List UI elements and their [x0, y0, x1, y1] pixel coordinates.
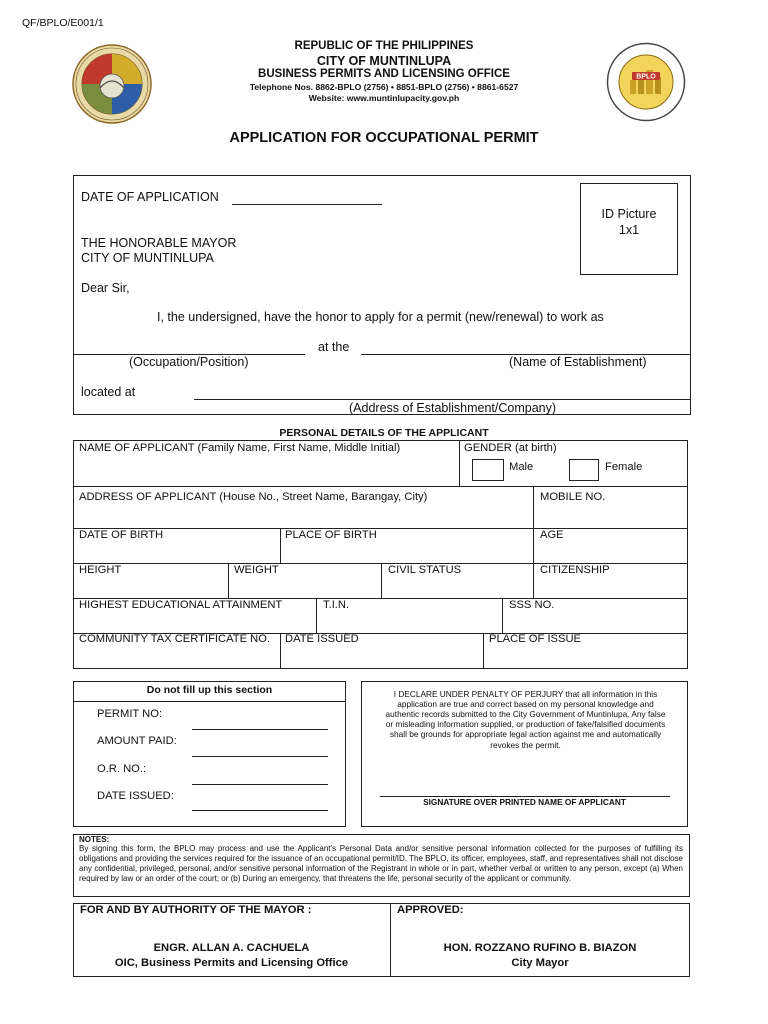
address-caption: (Address of Establishment/Company)	[349, 401, 557, 415]
place-of-birth-label: PLACE OF BIRTH	[285, 529, 377, 541]
occupation-caption: (Occupation/Position)	[129, 355, 249, 369]
date-issued-field[interactable]	[192, 810, 328, 811]
office-use-section	[73, 681, 346, 827]
amount-paid-field[interactable]	[192, 756, 328, 757]
notes-text: By signing this form, the BPLO may process and use the Applicant's Personal Data and/or sensitive personal information collected for the purposes of fulfilling its obligations and providing the services required for the issuance of an occupational permit/ID. The BPLO, its officer, employees, staff, and representatives shall not disclose any confidential, privileged, personal, and/or sensitive personal information of the Registrant in whole or in part, whether verbal or written to any person, except (a) When required by law or an order of the court; or (b) During an emergency, that threatens the life, personal security of the applicant or community.	[79, 844, 683, 884]
id-picture-size: 1x1	[618, 223, 640, 237]
authority-label: FOR AND BY AUTHORITY OF THE MAYOR :	[80, 904, 312, 916]
salutation: Dear Sir,	[81, 281, 130, 295]
permit-no-label: PERMIT NO:	[97, 708, 163, 720]
or-no-field[interactable]	[192, 784, 328, 785]
form-title: APPLICATION FOR OCCUPATIONAL PERMIT	[229, 130, 539, 146]
mayor-name: HON. ROZZANO RUFINO B. BIAZON	[443, 942, 637, 954]
education-label: HIGHEST EDUCATIONAL ATTAINMENT	[79, 599, 283, 611]
header-city: CITY OF MUNTINLUPA	[316, 54, 452, 68]
signature-caption: SIGNATURE OVER PRINTED NAME OF APPLICANT	[423, 797, 626, 807]
mayor-title: City Mayor	[511, 957, 569, 969]
addressee-mayor: THE HONORABLE MAYOR	[81, 236, 237, 250]
date-of-application-label: DATE OF APPLICATION	[81, 190, 219, 204]
weight-label: WEIGHT	[234, 564, 279, 576]
office-use-heading: Do not fill up this section	[146, 684, 273, 696]
male-label: Male	[509, 461, 534, 473]
notes-label: NOTES:	[79, 835, 110, 844]
address-of-applicant-label: ADDRESS OF APPLICANT (House No., Street Name, Barangay, City)	[79, 491, 428, 503]
letter-body: I, the undersigned, have the honor to apply for a permit (new/renewal) to work as	[157, 310, 604, 324]
oic-title: OIC, Business Permits and Licensing Office	[114, 957, 349, 969]
muntinlupa-seal-icon	[72, 44, 152, 124]
female-checkbox[interactable]	[569, 459, 599, 481]
bplo-seal-center-text: BPLO	[636, 73, 656, 81]
form-code: QF/BPLO/E001/1	[22, 17, 104, 29]
header-website: Website: www.muntinlupacity.gov.ph	[308, 93, 460, 103]
gender-label: GENDER (at birth)	[464, 442, 557, 454]
date-of-birth-label: DATE OF BIRTH	[79, 529, 164, 541]
ctc-label: COMMUNITY TAX CERTIFICATE NO.	[79, 633, 271, 645]
bplo-seal-icon	[606, 42, 686, 122]
approved-label: APPROVED:	[397, 904, 464, 916]
declaration-text: I DECLARE UNDER PENALTY OF PERJURY that all information in this application are true and correct based on my personal knowledge and authentic records submitted to the City Government of Muntinlupa. Any false or misleading information supplied, or production of fake/falsified documents shall be grounds for appropriate legal action against me and automatically revokes the permit.	[385, 689, 666, 750]
header-office: BUSINESS PERMITS AND LICENSING OFFICE	[258, 68, 510, 80]
height-label: HEIGHT	[79, 564, 122, 576]
personal-details-heading: PERSONAL DETAILS OF THE APPLICANT	[279, 427, 489, 439]
civil-status-label: CIVIL STATUS	[388, 564, 462, 576]
citizenship-label: CITIZENSHIP	[540, 564, 610, 576]
mobile-no-label: MOBILE NO.	[540, 491, 606, 503]
date-of-application-field[interactable]	[232, 204, 382, 205]
date-issued-label: DATE ISSUED:	[97, 790, 174, 802]
permit-no-field[interactable]	[192, 729, 328, 730]
male-checkbox[interactable]	[472, 459, 504, 481]
addressee-city: CITY OF MUNTINLUPA	[81, 251, 214, 265]
header-telephone: Telephone Nos. 8862-BPLO (2756) • 8851-BPLO (2756) • 8861-6527	[249, 82, 519, 92]
age-label: AGE	[540, 529, 564, 541]
amount-paid-label: AMOUNT PAID:	[97, 735, 177, 747]
at-the-text: at the	[318, 340, 350, 354]
or-no-label: O.R. NO.:	[97, 763, 147, 775]
oic-name: ENGR. ALLAN A. CACHUELA	[153, 942, 310, 954]
located-at-label: located at	[81, 385, 136, 399]
sss-label: SSS NO.	[509, 599, 555, 611]
place-of-issue-label: PLACE OF ISSUE	[489, 633, 582, 645]
tin-label: T.I.N.	[323, 599, 350, 611]
header-republic: REPUBLIC OF THE PHILIPPINES	[294, 40, 474, 52]
establishment-caption: (Name of Establishment)	[509, 355, 647, 369]
female-label: Female	[605, 461, 643, 473]
id-picture-label: ID Picture	[601, 207, 657, 221]
establishment-address-field[interactable]	[194, 399, 690, 400]
ctc-date-issued-label: DATE ISSUED	[285, 633, 359, 645]
name-of-applicant-label: NAME OF APPLICANT (Family Name, First Name, Middle Initial)	[79, 442, 401, 454]
